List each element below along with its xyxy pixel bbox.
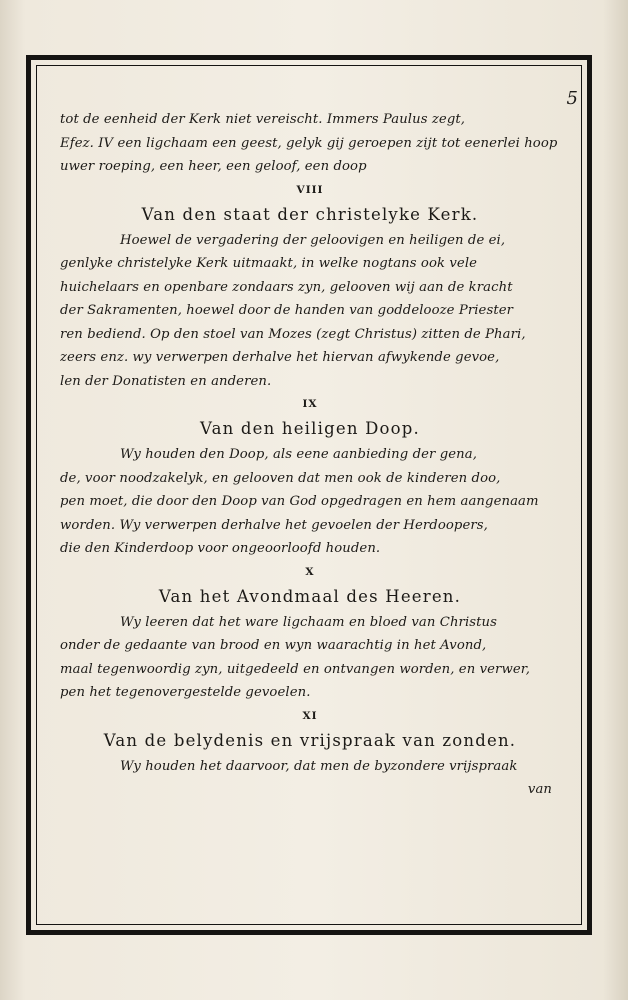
text-line: maal tegenwoordig zyn, uitgedeeld en ontvangen worden, en verwer, xyxy=(60,661,530,677)
text-line: der Sakramenten, hoewel door de handen van goddelooze Priester xyxy=(60,303,514,318)
article-heading: Van de belydenis en vrijspraak van zonden. xyxy=(103,730,517,750)
text-line: de, voor noodzakelyk, en gelooven dat men ook de kinderen doo, xyxy=(60,470,501,486)
article-heading: Van den staat der christelyke Kerk. xyxy=(141,204,479,224)
article-numeral: IX xyxy=(302,398,318,410)
text-line: Wy houden het daarvoor, dat men de byzondere vrijspraak xyxy=(120,758,518,774)
text-line: uwer roeping, een heer, een geloof, een doop xyxy=(60,159,367,174)
page-number: 5 xyxy=(566,88,578,109)
catchword: van xyxy=(527,782,552,797)
text-line: die den Kinderdoop voor ongeoorloofd houden. xyxy=(60,541,381,556)
article-numeral: XI xyxy=(302,709,318,722)
article-heading: Van den heiligen Doop. xyxy=(199,419,421,438)
text-line: genlyke christelyke Kerk uitmaakt, in welke nogtans ook vele xyxy=(60,256,478,271)
text-line: Wy leeren dat het ware ligchaam en bloed van Christus xyxy=(120,614,497,630)
text-line: Wy houden den Doop, als eene aanbieding der gena, xyxy=(120,447,478,462)
text-line: ren bediend. Op den stoel van Mozes (zegt Christus) zitten de Phari, xyxy=(60,326,526,342)
text-line: huichelaars en openbare zondaars zyn, gelooven wij aan de kracht xyxy=(60,279,513,295)
article-numeral: VIII xyxy=(296,183,324,196)
manuscript-text xyxy=(60,108,560,802)
article-numeral: X xyxy=(305,565,315,578)
text-line: tot de eenheid der Kerk niet vereischt. Immers Paulus zegt, xyxy=(60,112,466,127)
text-line: Hoewel de vergadering der geloovigen en heiligen de ei, xyxy=(120,232,506,248)
text-line: pen moet, die door den Doop van God opgedragen en hem aangenaam xyxy=(60,494,539,509)
article-heading: Van het Avondmaal des Heeren. xyxy=(158,586,462,606)
text-line: worden. Wy verwerpen derhalve het gevoelen der Herdoopers, xyxy=(60,517,488,533)
text-line: Efez. IV een ligchaam een geest, gelyk gij geroepen zijt tot eenerlei hoop xyxy=(60,135,558,151)
text-line: len der Donatisten en anderen. xyxy=(60,373,272,389)
text-line: zeers enz. wy verwerpen derhalve het hiervan afwykende gevoe, xyxy=(60,350,500,365)
text-line: onder de gedaante van brood en wyn waarachtig in het Avond, xyxy=(60,638,487,653)
text-line: pen het tegenovergestelde gevoelen. xyxy=(60,685,311,700)
